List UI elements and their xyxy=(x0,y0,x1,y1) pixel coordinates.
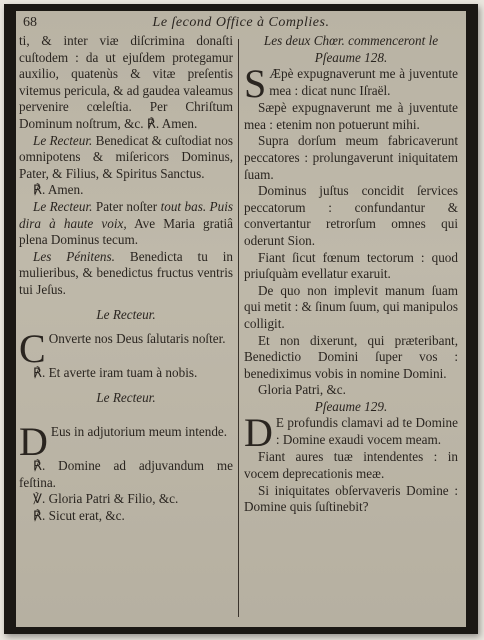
response-verse: ℟. Domine ad adjuvandum me feſtina. xyxy=(19,458,233,490)
right-column xyxy=(244,33,458,516)
speaker-label: Le Recteur. xyxy=(33,198,93,214)
verse-text: E profundis clamavi ad te Domine : Domine exaudi vocem meam. xyxy=(275,415,458,448)
pater-paragraph xyxy=(19,199,233,249)
psalm-title: Pſeaume 129. xyxy=(314,398,388,414)
section-heading: Le Recteur. xyxy=(96,389,156,405)
converte-text: Onverte nos Deus ſalutaris noſter. xyxy=(48,331,226,347)
page-number: 68 xyxy=(23,15,37,30)
drop-cap: D xyxy=(19,419,48,465)
ave-maria-text: Ave Maria gratiâ plena Dominus tecum. xyxy=(19,215,233,248)
speaker-label: Le Recteur. xyxy=(33,132,93,148)
deus-verse xyxy=(19,419,233,465)
psalm-verse xyxy=(244,61,458,107)
psalm-verse: Si iniquitates obſervaveris Domine : Domine quis ſuſtinebit? xyxy=(244,482,458,515)
drop-cap: S xyxy=(244,61,267,107)
photo-frame xyxy=(4,4,478,634)
blessing-paragraph xyxy=(19,133,233,183)
psalm-verse: Supra dorſum meum fabricaverunt peccatores : prolungaverunt iniquitatem ſuam. xyxy=(244,133,458,182)
psalm-verse: Gloria Patri, &c. xyxy=(258,382,346,398)
tout-bas-rubric: tout bas. xyxy=(160,198,207,214)
psalm-title: Pſeaume 128. xyxy=(314,49,388,65)
psalm-verse xyxy=(244,410,458,456)
penitens-paragraph xyxy=(19,249,233,299)
verse-text: Æpè expugnaverunt me à juventute mea : dicat nunc Iſraël. xyxy=(269,66,458,98)
psalm-verse: Fiant aures tuæ intendentes : in vocem deprecationis meæ. xyxy=(244,449,458,482)
pater-text: Pater noſter xyxy=(92,198,161,214)
book-page xyxy=(16,11,466,627)
haute-voix-rubric: Puis dira à haute voix, xyxy=(19,198,234,231)
blessing-text: Benedicat & cuſtodiat nos omnipotens & miſericors Dominus, Pater, & Filius, & Spiritus Sanctus. xyxy=(19,132,234,181)
drop-cap: D xyxy=(244,410,273,456)
choir-rubric: Les deux Chœr. commenceront le xyxy=(263,33,439,48)
deus-text: Eus in adjutorium meum intende. xyxy=(50,424,228,440)
versicle-gloria: ℣. Gloria Patri & Filio, &c. xyxy=(33,491,179,507)
section-heading: Le Recteur. xyxy=(96,306,156,322)
speaker-label: Les Pénitens. xyxy=(33,248,115,264)
response-verse: ℟. Et averte iram tuam à nobis. xyxy=(33,365,198,381)
psalm-verse: Dominus juſtus concidit ſervices peccatorum : confundantur & convertantur retrorſum omnes qui oderunt Sion. xyxy=(244,183,458,248)
page-header xyxy=(16,15,466,33)
psalm-verse: Et non dixerunt, qui præteribant, Benedictio Domini ſuper vos : benediximus vobis in nomine Domini. xyxy=(244,332,458,381)
psalm-verse: Sæpè expugnaverunt me à juventute mea : etenim non potuerunt mihi. xyxy=(244,100,458,132)
column-divider xyxy=(238,39,239,617)
left-column xyxy=(19,33,233,525)
psalm-verse: Fiant ſicut fœnum tectorum : quod priuſquàm evellatur exaruit. xyxy=(244,249,458,282)
response-amen: ℟. Amen. xyxy=(33,182,84,198)
psalm-verse: De quo non implevit manum ſuam qui metit : & ſinum ſuum, qui manipulos colligit. xyxy=(244,282,458,331)
penitens-text: Benedicta tu in mulieribus, & benedictus fructus ventris tui Jeſus. xyxy=(19,248,233,297)
drop-cap: C xyxy=(19,326,46,372)
response-sicut: ℟. Sicut erat, &c. xyxy=(33,508,125,524)
converte-verse xyxy=(19,326,233,372)
running-title: Le ſecond Office à Complies. xyxy=(152,15,330,30)
prayer-paragraph: ti, & inter viæ diſcrimina donaſti cuſtodem : da ut ejuſdem protegamur auxilio, quatenùs & vitæ preſentis vitemus pericula, & ad gaudea valeamus pervenire cœleſtia. Per Chriſtum Dominum noſtrum, &c. ℟. Amen. xyxy=(19,33,233,131)
